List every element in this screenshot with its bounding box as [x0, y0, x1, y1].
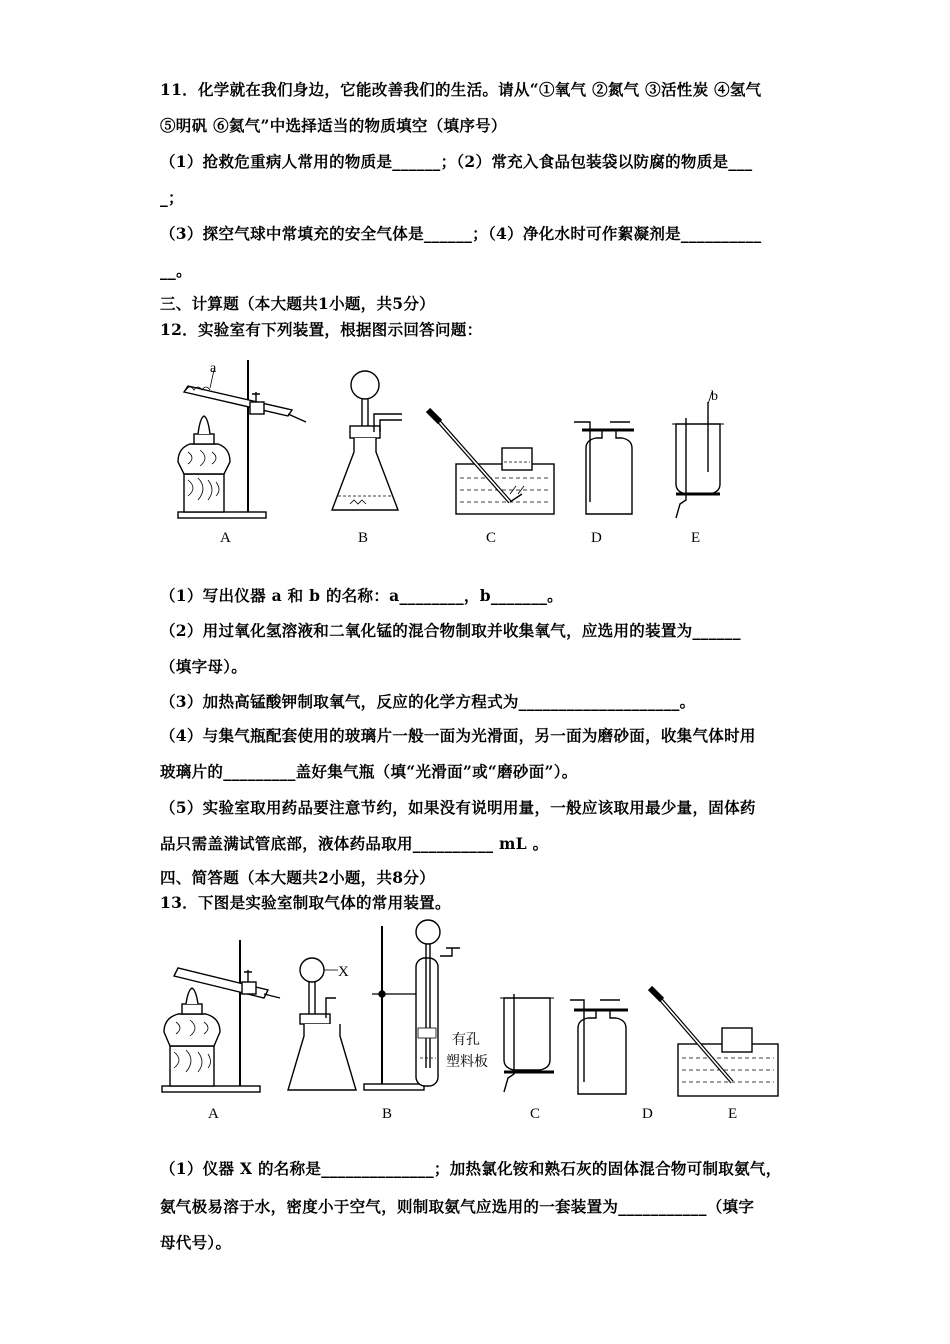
q12-label-A: A [220, 530, 231, 546]
q12-apparatus-a-heater [178, 360, 306, 518]
q12-apparatus-d-bottle [574, 422, 634, 514]
q13-part-1-cont: 氨气极易溶于水，密度小于空气，则制取氨气应选用的一套装置为___________（填字 [160, 1197, 755, 1216]
q12-label-E: E [691, 530, 701, 546]
q12-label-C: C [486, 530, 497, 546]
q11-line-1: 11．化学就在我们身边，它能改善我们的生活。请从“①氧气 ②氮气 ③活性炭 ④氢气 [160, 80, 762, 99]
q12-apparatus-c-trough [428, 410, 554, 514]
q13-label-D: D [642, 1106, 653, 1122]
section-4-heading: 四、简答题（本大题共2小题，共8分） [160, 868, 435, 887]
q12-part-1: （1）写出仪器 a 和 b 的名称：a________，b_______。 [160, 586, 563, 605]
q13-part-1: （1）仪器 X 的名称是______________；加热氯化铵和熟石灰的固体混合物可制取氨气， [160, 1159, 782, 1178]
q13-label-X: X [338, 964, 349, 980]
q13-label-plate-2: 塑料板 [446, 1054, 488, 1070]
q13-part-1-cont-2: 母代号）。 [160, 1233, 232, 1252]
q12-apparatus-b-flask [332, 371, 402, 510]
q13-label-C: C [530, 1106, 541, 1122]
q13-label-A: A [208, 1106, 219, 1122]
q12-part-3: （3）加热高锰酸钾制取氧气，反应的化学方程式为____________________。 [160, 692, 696, 711]
q12-label-a: a [210, 361, 217, 376]
q12-intro: 12．实验室有下列装置，根据图示回答问题： [160, 320, 483, 339]
q12-part-5-cont: 品只需盖满试管底部，液体药品取用__________ mL 。 [160, 834, 549, 853]
q12-part-5: （5）实验室取用药品要注意节约，如果没有说明用量，一般应该取用最少量，固体药 [160, 798, 756, 817]
q13-apparatus-e-trough [650, 988, 778, 1096]
q12-part-2: （2）用过氧化氢溶液和二氧化锰的混合物制取并收集氧气，应选用的装置为______ [160, 621, 741, 640]
q12-part-4-cont: 玻璃片的_________盖好集气瓶（填“光滑面”或“磨砂面”）。 [160, 762, 578, 781]
q12-label-D: D [591, 530, 602, 546]
q12-apparatus-e-bottle [672, 392, 724, 518]
q12-part-4: （4）与集气瓶配套使用的玻璃片一般一面为光滑面，另一面为磨砂面，收集气体时用 [160, 726, 756, 745]
q12-label-b: b [711, 389, 718, 404]
q11-line-3: （1）抢救危重病人常用的物质是______；（2）常充入食品包装袋以防腐的物质是___ [160, 152, 753, 171]
q13-apparatus-a-heater [162, 940, 280, 1092]
q13-apparatus-d-bottle [570, 1000, 628, 1094]
q11-line-2: ⑤明矾 ⑥氦气”中选择适当的物质填空（填序号） [160, 116, 507, 135]
q13-apparatus-c-bottle [500, 994, 554, 1092]
q12-label-B: B [358, 530, 369, 546]
q12-part-2-cont: （填字母）。 [160, 657, 248, 676]
q13-apparatus-figure [160, 918, 800, 1128]
q13-label-B: B [382, 1106, 393, 1122]
q13-label-plate-1: 有孔 [452, 1032, 480, 1048]
q13-intro: 13．下图是实验室制取气体的常用装置。 [160, 893, 451, 912]
q13-label-E: E [728, 1106, 738, 1122]
q11-line-4: _； [160, 188, 184, 207]
q11-line-6: __。 [160, 261, 192, 280]
q11-line-5: （3）探空气球中常填充的安全气体是______；（4）净化水时可作絮凝剂是__________ [160, 224, 762, 243]
section-3-heading: 三、计算题（本大题共1小题，共5分） [160, 294, 435, 313]
q12-apparatus-figure [170, 352, 730, 552]
